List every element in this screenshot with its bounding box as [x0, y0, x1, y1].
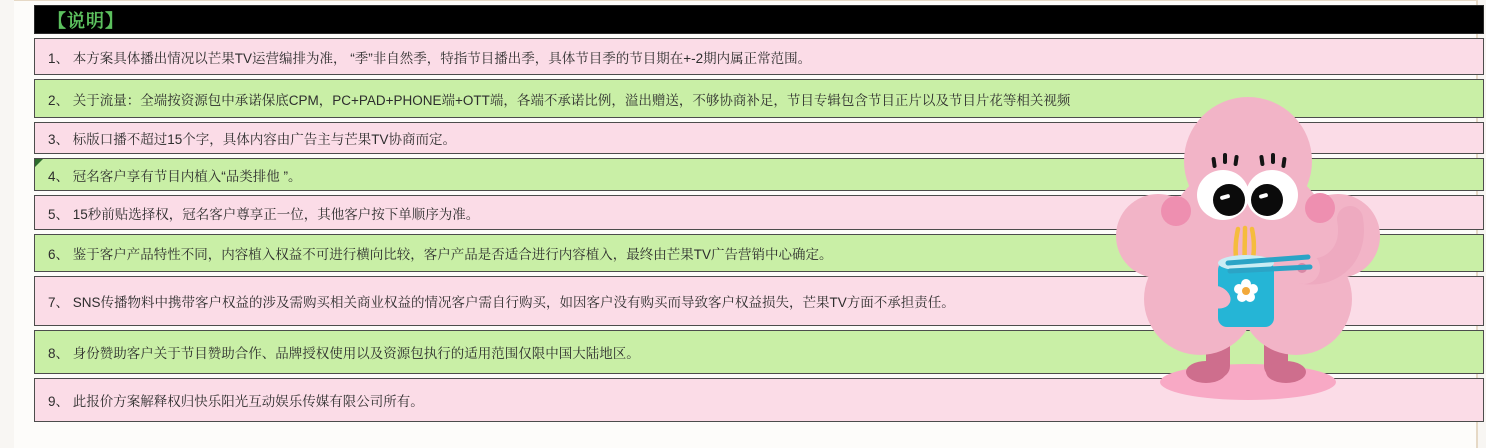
- slide-background: [14, 0, 1478, 448]
- note-row-2-text: 2、 关于流量：全端按资源包中承诺保底CPM，PC+PAD+PHONE端+OTT端，各端不承诺比例，溢出赠送，不够协商补足，节目专辑包含节目正片以及节目片花等相关视频: [48, 92, 1071, 108]
- note-row-4-text: 4、 冠名客户享有节目内植入“品类排他 ”。: [48, 168, 302, 184]
- note-row-4: [34, 158, 1484, 191]
- note-row-5: [34, 195, 1484, 230]
- note-row-6-text: 6、 鉴于客户产品特性不同，内容植入权益不可进行横向比较，客户产品是否适合进行内容植入，最终由芒果TV广告营销中心确定。: [48, 247, 833, 262]
- notes-header-label: 【说明】: [48, 10, 124, 31]
- note-row-1: [34, 38, 1484, 75]
- note-row-5-text: 5、 15秒前贴选择权，冠名客户尊享正一位，其他客户按下单顺序为准。: [48, 206, 480, 222]
- note-row-1-text: 1、 本方案具体播出情况以芒果TV运营编排为准， “季”非自然季，特指节目播出季，具体节目季的节目期在+-2期内属正常范围。: [48, 50, 812, 66]
- note-row-7-text: 7、 SNS传播物料中携带客户权益的涉及需购买相关商业权益的情况客户需自行购买，如因客户没有购买而导致客户权益损失，芒果TV方面不承担责任。: [48, 295, 955, 310]
- note-row-9-text: 9、 此报价方案解释权归快乐阳光互动娱乐传媒有限公司所有。: [48, 394, 424, 409]
- comment-corner-marker: [35, 159, 43, 167]
- note-row-3: [34, 122, 1484, 154]
- notes-header: [34, 5, 1484, 34]
- note-row-3-text: 3、 标版口播不超过15个字，具体内容由广告主与芒果TV协商而定。: [48, 132, 457, 147]
- note-row-7: [34, 276, 1484, 326]
- note-row-8-text: 8、 身份赞助客户关于节目赞助合作、品牌授权使用以及资源包执行的适用范围仅限中国大陆地区。: [48, 346, 640, 361]
- note-row-6: [34, 234, 1484, 272]
- notes-table: [34, 5, 1484, 422]
- note-row-9: [34, 378, 1484, 422]
- note-row-2: [34, 79, 1484, 118]
- note-row-8: [34, 330, 1484, 374]
